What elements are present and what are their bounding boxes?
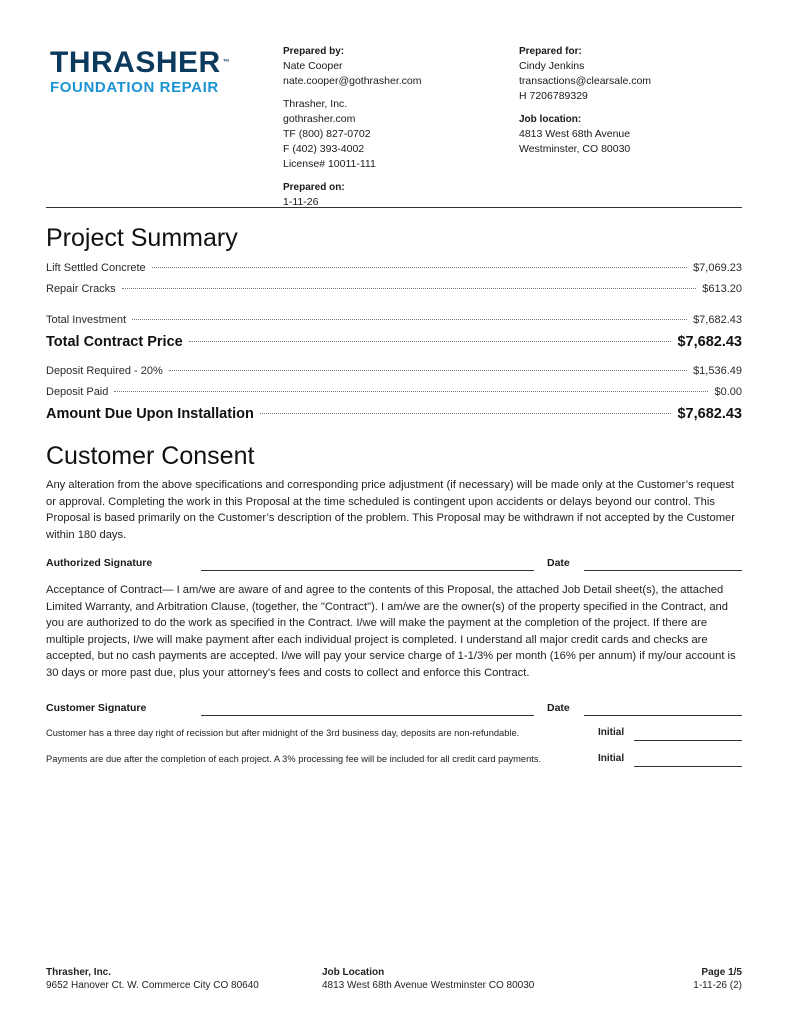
dot-leader — [152, 266, 687, 268]
deposit-required-label: Deposit Required - 20% — [46, 365, 163, 377]
company-website: gothrasher.com — [283, 113, 356, 125]
company-phone: TF (800) 827-0702 — [283, 128, 371, 140]
logo-tagline: FOUNDATION REPAIR — [50, 79, 219, 96]
customer-consent-title: Customer Consent — [46, 442, 255, 470]
dot-leader — [169, 369, 687, 371]
company-fax: F (402) 393-4002 — [283, 143, 365, 155]
footer-job-label: Job Location — [322, 967, 385, 978]
rescission-initial-line[interactable] — [634, 740, 742, 741]
amount-due-value: $7,682.43 — [677, 406, 742, 422]
deposit-paid-label: Deposit Paid — [46, 386, 109, 398]
authorized-signature-label: Authorized Signature — [46, 557, 153, 569]
customer-signature-label: Customer Signature — [46, 702, 147, 714]
preparer-name: Nate Cooper — [283, 60, 343, 72]
prepared-for-block — [519, 44, 651, 157]
payment-initial-row — [46, 752, 742, 768]
preparer-email: nate.cooper@gothrasher.com — [283, 75, 422, 87]
rescission-note: Customer has a three day right of recission but after midnight of the 3rd business day, deposits are non-refundable. — [46, 728, 520, 738]
initial-label: Initial — [598, 753, 625, 764]
company-name: Thrasher, Inc. — [283, 98, 348, 110]
page-number: Page 1/5 — [701, 967, 742, 978]
prepared-by-block — [283, 44, 422, 210]
document-date: 1-11-26 (2) — [693, 979, 742, 991]
deposit-paid-value: $0.00 — [714, 386, 742, 398]
footer-job-location — [322, 967, 534, 992]
footer-company-name: Thrasher, Inc. — [46, 967, 112, 978]
job-address-line2: Westminster, CO 80030 — [519, 143, 631, 155]
logo-trademark: ™ — [222, 59, 231, 66]
rescission-initial-row — [46, 726, 742, 742]
total-contract-value: $7,682.43 — [677, 334, 742, 350]
authorized-date-line[interactable] — [584, 570, 742, 571]
acceptance-paragraph: Acceptance of Contract— I am/we are aware of and agree to the contents of this Proposal, the attached Job Detail sheet(s), the attached Limited Warranty, and Arbitration Clause, (together, the "Contract"). I am/we are the owner(s) of the property specified in the Contract, and you are authorized to do the work as specified in the Contract. I/we will make the payment at the completion of the project. If there are multiple projects, I/we will make payment after each individual project is completed. I understand all major credit cards and checks are accepted, but no cash payments are accepted. I/we will pay your service charge of 1-1/3% per month (16% per annum) if my/our account is 30 days or more past due, plus your attorney's fees and costs to collect and enforce this Contract. — [46, 584, 736, 679]
dot-leader — [260, 412, 672, 414]
dot-leader — [114, 390, 708, 392]
payment-initial-line[interactable] — [634, 766, 742, 767]
customer-email: transactions@clearsale.com — [519, 75, 652, 87]
date-label: Date — [547, 702, 570, 714]
summary-line-item — [46, 262, 742, 274]
footer-job-address: 4813 West 68th Avenue Westminster CO 80030 — [322, 979, 535, 991]
amount-due-row — [46, 406, 742, 422]
date-label: Date — [547, 557, 570, 569]
prepared-for-label: Prepared for: — [519, 46, 582, 57]
job-address-line1: 4813 West 68th Avenue — [519, 128, 631, 140]
footer-page-info — [600, 967, 742, 992]
deposit-required-row — [46, 365, 742, 377]
dot-leader — [132, 318, 687, 320]
amount-due-label: Amount Due Upon Installation — [46, 406, 254, 422]
prepared-on-label: Prepared on: — [283, 182, 345, 193]
footer-company — [46, 967, 259, 992]
company-license: License# 10011-111 — [283, 158, 376, 170]
customer-phone: H 7206789329 — [519, 90, 588, 102]
customer-name: Cindy Jenkins — [519, 60, 585, 72]
footer-company-address: 9652 Hanover Ct. W. Commerce City CO 80640 — [46, 979, 259, 991]
header-divider — [46, 207, 742, 208]
total-contract-label: Total Contract Price — [46, 334, 183, 350]
company-logo — [50, 48, 260, 97]
authorized-signature-line[interactable] — [201, 570, 534, 571]
total-contract-row — [46, 334, 742, 350]
deposit-required-value: $1,536.49 — [693, 365, 742, 377]
prepared-on-date: 1-11-26 — [283, 196, 319, 208]
line-item-label: Repair Cracks — [46, 283, 116, 295]
dot-leader — [122, 287, 697, 289]
customer-date-line[interactable] — [584, 715, 742, 716]
project-summary-title: Project Summary — [46, 224, 238, 252]
consent-paragraph: Any alteration from the above specifications and corresponding price adjustment (if necessary) will be made only at the Customer’s request or approval. Completing the work in this Proposal at the time scheduled is contingent upon accidents or delays beyond our control. This Proposal is based primarily on the Customer’s description of the problem. This Proposal may be withdrawn if not accepted by the Customer within 180 days. — [46, 479, 735, 541]
customer-signature-line[interactable] — [201, 715, 534, 716]
total-investment-label: Total Investment — [46, 314, 127, 326]
line-item-label: Lift Settled Concrete — [46, 262, 146, 274]
payment-note: Payments are due after the completion of each project. A 3% processing fee will be included for all credit card payments. — [46, 754, 542, 764]
summary-line-item — [46, 283, 742, 295]
total-investment-value: $7,682.43 — [693, 314, 742, 326]
dot-leader — [189, 340, 672, 342]
logo-wordmark: THRASHER — [50, 46, 221, 79]
authorized-signature-row — [46, 557, 742, 573]
job-location-label: Job location: — [519, 114, 582, 125]
line-item-value: $7,069.23 — [693, 262, 742, 274]
initial-label: Initial — [598, 727, 625, 738]
total-investment-row — [46, 314, 742, 326]
line-item-value: $613.20 — [702, 283, 742, 295]
prepared-by-label: Prepared by: — [283, 46, 345, 57]
customer-signature-row — [46, 702, 742, 718]
deposit-paid-row — [46, 386, 742, 398]
